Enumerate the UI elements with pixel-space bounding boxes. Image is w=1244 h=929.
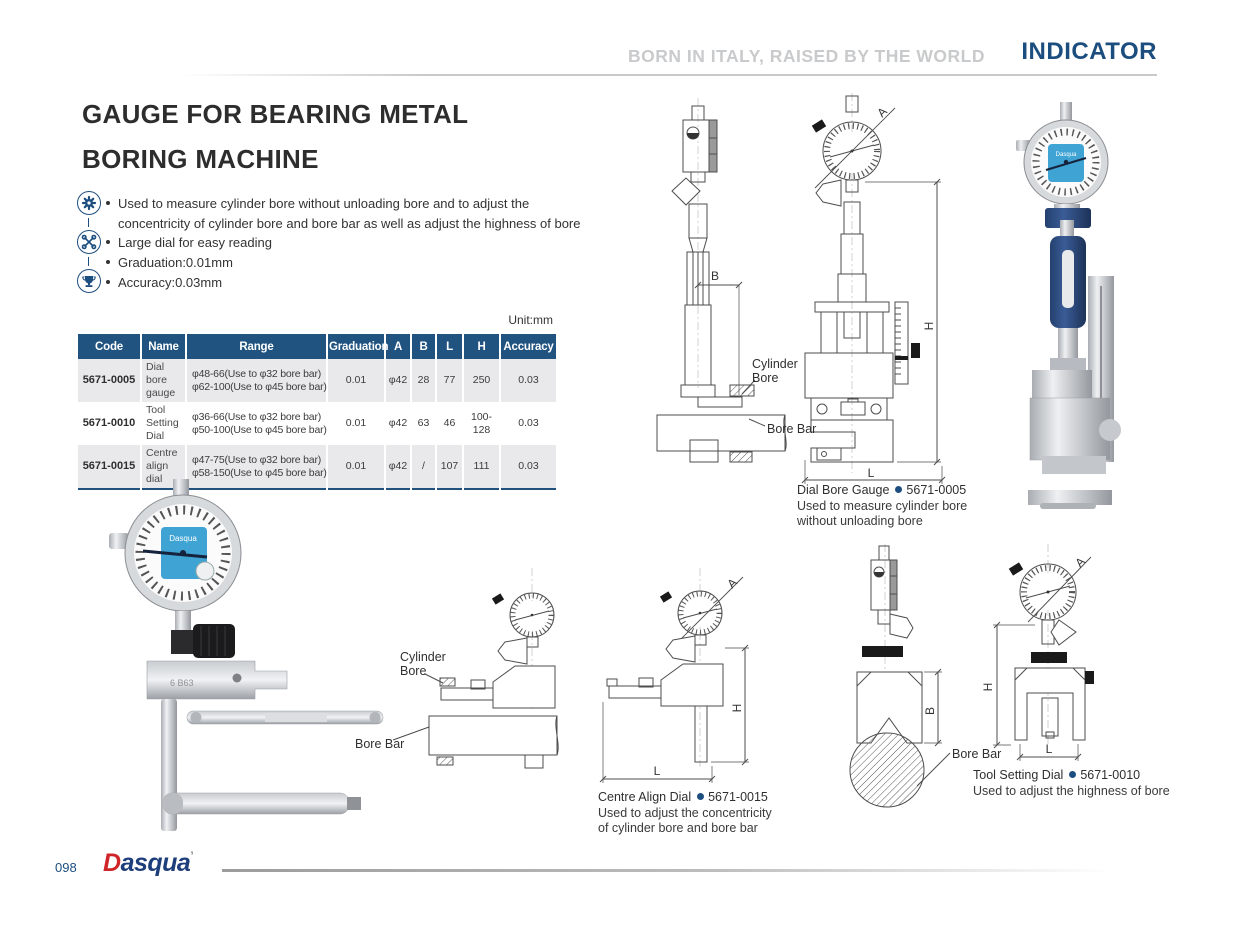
cell-l: 46 bbox=[436, 402, 463, 445]
caption-product-name: Tool Setting Dial bbox=[973, 768, 1064, 782]
caption-product-code: 5671-0005 bbox=[906, 483, 967, 497]
gear-icon bbox=[77, 191, 101, 215]
caption-product-name: Centre Align Dial bbox=[598, 790, 692, 804]
caption-product-code: 5671-0015 bbox=[708, 790, 768, 804]
cell-a: φ42 bbox=[385, 359, 411, 402]
col-graduation: Graduation bbox=[327, 334, 385, 359]
cell-accuracy: 0.03 bbox=[500, 445, 556, 489]
dial-bore-gauge-caption bbox=[797, 483, 967, 530]
icon-connector bbox=[88, 218, 89, 227]
cell-b: 28 bbox=[411, 359, 436, 402]
brand-logo-initial: D bbox=[103, 849, 121, 877]
caption-desc: Used to measure cylinder bore bbox=[797, 498, 968, 513]
dim-a-label: A bbox=[724, 575, 740, 591]
feature-text-4: Accuracy:0.03mm bbox=[118, 275, 223, 290]
caption-title-row bbox=[598, 790, 772, 806]
col-l: L bbox=[436, 334, 463, 359]
cell-graduation: 0.01 bbox=[327, 402, 385, 445]
cell-range bbox=[186, 402, 327, 445]
feature-text-2: Large dial for easy reading bbox=[118, 235, 272, 250]
cell-a: φ42 bbox=[385, 402, 411, 445]
range-line2: φ62-100(Use to φ45 bore bar) bbox=[192, 380, 327, 393]
caption-product-code: 5671-0010 bbox=[1080, 768, 1141, 782]
cell-code: 5671-0015 bbox=[82, 460, 136, 472]
cell-accuracy: 0.03 bbox=[500, 359, 556, 402]
dim-a-label: A bbox=[874, 104, 890, 120]
dim-h-label: H bbox=[981, 682, 995, 692]
dim-l-label: L bbox=[867, 466, 875, 480]
table-row bbox=[78, 359, 556, 402]
page-title-line2: BORING MACHINE bbox=[82, 144, 319, 174]
trophy-icon-glyph bbox=[81, 273, 97, 289]
cylinder-bore-label: Cylinder Bore bbox=[752, 357, 798, 385]
cell-h: 111 bbox=[463, 445, 500, 489]
bullet-dot bbox=[1069, 771, 1076, 778]
feature-text-3: Graduation:0.01mm bbox=[118, 255, 233, 270]
cell-code: 5671-0005 bbox=[82, 374, 136, 386]
crossed-tools-icon bbox=[77, 230, 101, 254]
gear-icon-glyph bbox=[81, 195, 97, 211]
caption-title-row bbox=[973, 768, 1170, 784]
caption-desc: of cylinder bore and bore bar bbox=[598, 821, 758, 835]
bullet-dot bbox=[106, 201, 110, 205]
cell-l: 107 bbox=[436, 445, 463, 489]
cell-l: 77 bbox=[436, 359, 463, 402]
range-line2: φ58-150(Use to φ45 bore bar) bbox=[192, 466, 327, 479]
cell-b: / bbox=[411, 445, 436, 489]
centre-align-dial-caption bbox=[598, 790, 772, 837]
dim-b-label: B bbox=[710, 269, 720, 283]
col-a: A bbox=[385, 334, 411, 359]
bore-bar-label: Bore Bar bbox=[767, 422, 817, 436]
cell-name: Centre align dial bbox=[141, 445, 186, 489]
centre-align-dial-drawing bbox=[345, 562, 765, 802]
brand-logo bbox=[103, 849, 193, 878]
bore-bar-accessory bbox=[163, 793, 361, 814]
bullet-dot bbox=[106, 280, 110, 284]
range-line1: φ36-66(Use to φ32 bore bar) bbox=[192, 410, 322, 423]
page-title-line1: GAUGE FOR BEARING METAL bbox=[82, 99, 469, 129]
cell-graduation: 0.01 bbox=[327, 359, 385, 402]
range-line1: φ48-66(Use to φ32 bore bar) bbox=[192, 367, 322, 380]
tool-setting-dial-caption bbox=[973, 768, 1170, 799]
bullet-dot bbox=[697, 793, 704, 800]
bullet-dot bbox=[895, 486, 902, 493]
footer-divider bbox=[222, 869, 1112, 872]
block-marking-text: 6 B63 bbox=[170, 678, 194, 688]
bullet-dot bbox=[106, 260, 110, 264]
col-accuracy: Accuracy bbox=[500, 334, 556, 359]
brand-logo-rest: asqua bbox=[120, 849, 191, 877]
bore-bar-label: Bore Bar bbox=[355, 737, 405, 751]
cell-accuracy: 0.03 bbox=[500, 402, 556, 445]
cell-a: φ42 bbox=[385, 445, 411, 489]
page-title bbox=[82, 92, 468, 182]
dim-h-label: H bbox=[922, 321, 936, 331]
dim-l-label: L bbox=[653, 764, 661, 778]
dial-brand-text: Dasqua bbox=[169, 534, 197, 543]
cell-h: 250 bbox=[463, 359, 500, 402]
dim-b-label: B bbox=[923, 706, 937, 716]
caption-desc: Used to adjust the highness of bore bbox=[973, 783, 1170, 798]
cell-name: Tool Setting Dial bbox=[141, 402, 186, 445]
trophy-icon bbox=[77, 269, 101, 293]
header-tagline: BORN IN ITALY, RAISED BY THE WORLD bbox=[628, 46, 985, 66]
dim-l-label: L bbox=[1045, 742, 1053, 756]
cell-code: 5671-0010 bbox=[82, 417, 136, 429]
col-b: B bbox=[411, 334, 436, 359]
range-line2: φ50-100(Use to φ45 bore bar) bbox=[192, 423, 327, 436]
cell-graduation: 0.01 bbox=[327, 445, 385, 489]
dim-h-label: H bbox=[730, 703, 744, 713]
dial-brand-text: Dasqua bbox=[1055, 152, 1077, 158]
icon-connector bbox=[88, 257, 89, 266]
unit-note: Unit:mm bbox=[508, 313, 553, 327]
brand-logo-mark: ’ bbox=[190, 849, 194, 863]
cylinder-bore-label: Cylinder Bore bbox=[400, 650, 446, 678]
cell-b: 63 bbox=[411, 402, 436, 445]
caption-desc: Used to adjust the concentricity bbox=[598, 805, 772, 820]
dial-bore-gauge-photo bbox=[990, 100, 1205, 512]
caption-title-row bbox=[797, 483, 967, 499]
cell-range bbox=[186, 359, 327, 402]
col-range: Range bbox=[186, 334, 327, 359]
bullet-dot bbox=[106, 240, 110, 244]
cell-name: Dial bore gauge bbox=[141, 359, 186, 402]
table-header-row bbox=[78, 334, 556, 359]
spec-table bbox=[78, 334, 556, 490]
header-category-title: INDICATOR bbox=[1021, 38, 1157, 65]
cell-h: 100-128 bbox=[463, 402, 500, 445]
dial-bore-gauge-drawing bbox=[645, 88, 965, 490]
header-divider bbox=[180, 74, 1157, 76]
bore-bar-label: Bore Bar bbox=[952, 747, 1002, 761]
table-row bbox=[78, 402, 556, 445]
col-h: H bbox=[463, 334, 500, 359]
caption-product-name: Dial Bore Gauge bbox=[797, 483, 890, 497]
dim-a-label: A bbox=[1072, 554, 1088, 570]
caption-desc: without unloading bore bbox=[797, 514, 923, 528]
col-name: Name bbox=[141, 334, 186, 359]
feature-text-1: Used to measure cylinder bore without unloading bore and to adjust the concentricity of cylinder bore and bore bar as well as adjust the highness of bore bbox=[118, 196, 581, 231]
range-line1: φ47-75(Use to φ32 bore bar) bbox=[192, 453, 322, 466]
crossed-tools-icon-glyph bbox=[81, 234, 97, 250]
page-number: 098 bbox=[55, 860, 77, 875]
col-code: Code bbox=[78, 334, 141, 359]
